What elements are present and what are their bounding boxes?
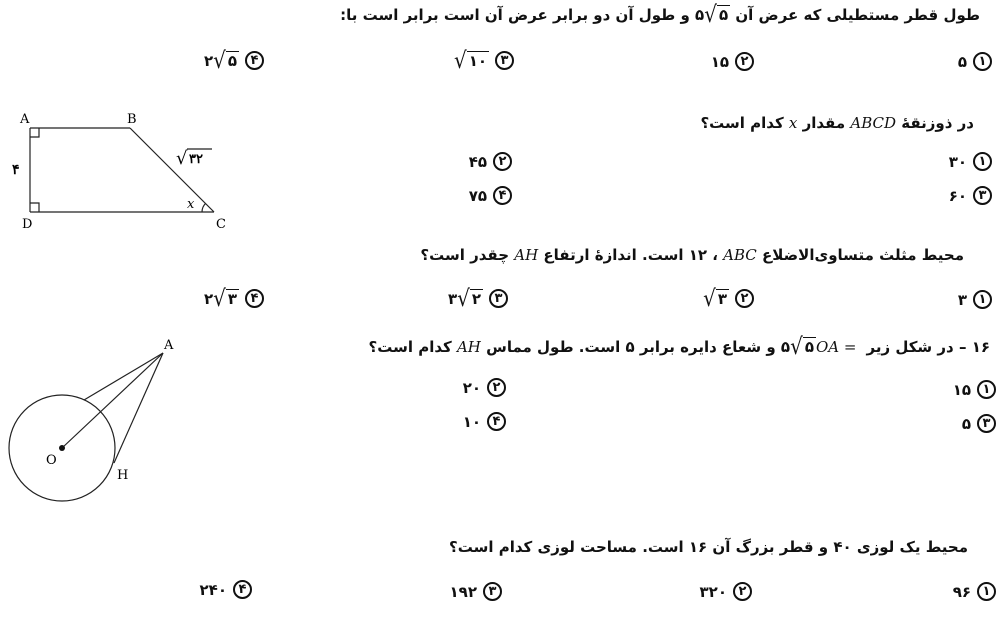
q3-option-1[interactable]: ۱ ۳ bbox=[958, 290, 992, 309]
option-number: ۱ bbox=[973, 290, 992, 309]
label-a: A bbox=[164, 338, 174, 353]
q3-option-4[interactable]: ۴ ۲ √ ۳ bbox=[204, 288, 264, 308]
option-number: ۳ bbox=[977, 414, 996, 433]
label-c: C bbox=[216, 217, 226, 232]
option-number: ۲ bbox=[487, 378, 506, 397]
option-number: ۲ bbox=[493, 152, 512, 171]
question-2-text: در ذوزنقهٔ ABCD مقدار x کدام است؟ bbox=[700, 114, 974, 132]
q1-option-3[interactable]: ۳ √ ۱۰ bbox=[454, 50, 514, 70]
right-angle-mark-d bbox=[30, 203, 39, 212]
label-x: x bbox=[187, 197, 195, 212]
option-number: ۴ bbox=[233, 580, 252, 599]
tangent-ah bbox=[114, 353, 163, 463]
q4-option-2[interactable]: ۲ ۲۰ bbox=[463, 378, 506, 397]
edge-bc bbox=[130, 128, 214, 212]
option-number: ۲ bbox=[735, 289, 754, 308]
option-number: ۲ bbox=[735, 52, 754, 71]
option-number: ۱ bbox=[973, 152, 992, 171]
right-angle-mark-a bbox=[30, 128, 39, 137]
q1-option-4[interactable]: ۴ ۲ √ ۵ bbox=[204, 50, 264, 70]
trapezoid-figure bbox=[0, 104, 250, 234]
q4-option-1[interactable]: ۱ ۱۵ bbox=[953, 380, 996, 399]
option-number: ۴ bbox=[245, 289, 264, 308]
slant-radical: √ bbox=[176, 148, 188, 169]
angle-arc-c bbox=[202, 204, 206, 213]
q2-option-1[interactable]: ۱ ۳۰ bbox=[949, 152, 992, 171]
q5-option-3[interactable]: ۳ ۱۹۲ bbox=[450, 582, 502, 601]
q4-option-3[interactable]: ۳ ۵ bbox=[962, 414, 996, 433]
option-number: ۳ bbox=[495, 51, 514, 70]
question-5-text: محیط یک لوزی ۴۰ و قطر بزرگ آن ۱۶ است. مساحت لوزی کدام است؟ bbox=[449, 538, 968, 556]
q3-option-3[interactable]: ۳ ۳ √ ۲ bbox=[448, 288, 508, 308]
option-number: ۳ bbox=[483, 582, 502, 601]
q3-option-2[interactable]: ۲ √ ۳ bbox=[703, 288, 754, 308]
option-number: ۲ bbox=[733, 582, 752, 601]
question-3-text: محیط مثلث متساوی‌الاضلاع ABC ، ۱۲ است. اندازهٔ ارتفاع AH چقدر است؟ bbox=[420, 246, 964, 264]
option-number: ۴ bbox=[487, 412, 506, 431]
question-4-text: ۱۶ – در شکل زیر OA = ۵ √ ۵ و شعاع دایره برابر ۵ است. طول مماس AH کدام است؟ bbox=[368, 332, 990, 360]
label-slant: ۳۲ bbox=[189, 152, 203, 167]
sqrt-expression: ۵ √ ۵ bbox=[695, 0, 729, 28]
option-number: ۴ bbox=[493, 186, 512, 205]
question-1-text: طول قطر مستطیلی که عرض آن ۵ √ ۵ و طول آن دو برابر عرض آن است برابر است با: bbox=[340, 0, 980, 28]
option-number: ۴ bbox=[245, 51, 264, 70]
q2-option-4[interactable]: ۴ ۷۵ bbox=[469, 186, 512, 205]
label-b: B bbox=[127, 112, 137, 127]
label-o: O bbox=[46, 453, 57, 468]
q2-option-2[interactable]: ۲ ۴۵ bbox=[469, 152, 512, 171]
option-number: ۳ bbox=[973, 186, 992, 205]
q2-option-3[interactable]: ۳ ۶۰ bbox=[949, 186, 992, 205]
q1-option-1[interactable]: ۱ ۵ bbox=[958, 52, 992, 71]
label-d: D bbox=[22, 217, 33, 232]
sqrt-expression: ۵ √ ۵ bbox=[780, 332, 814, 360]
label-side: ۴ bbox=[12, 162, 20, 178]
option-number: ۳ bbox=[489, 289, 508, 308]
option-number: ۱ bbox=[973, 52, 992, 71]
option-number: ۱ bbox=[977, 380, 996, 399]
center-point bbox=[59, 445, 65, 451]
label-a: A bbox=[20, 112, 30, 127]
q4-option-4[interactable]: ۴ ۱۰ bbox=[463, 412, 506, 431]
label-h: H bbox=[117, 468, 129, 483]
q5-option-4[interactable]: ۴ ۲۴۰ bbox=[200, 580, 252, 599]
q1-option-2[interactable]: ۲ ۱۵ bbox=[711, 52, 754, 71]
circle-tangent-figure bbox=[0, 330, 200, 510]
q5-option-2[interactable]: ۲ ۳۲۰ bbox=[700, 582, 752, 601]
option-number: ۱ bbox=[977, 582, 996, 601]
tangent-a-upper bbox=[84, 353, 163, 400]
q5-option-1[interactable]: ۱ ۹۶ bbox=[953, 582, 996, 601]
